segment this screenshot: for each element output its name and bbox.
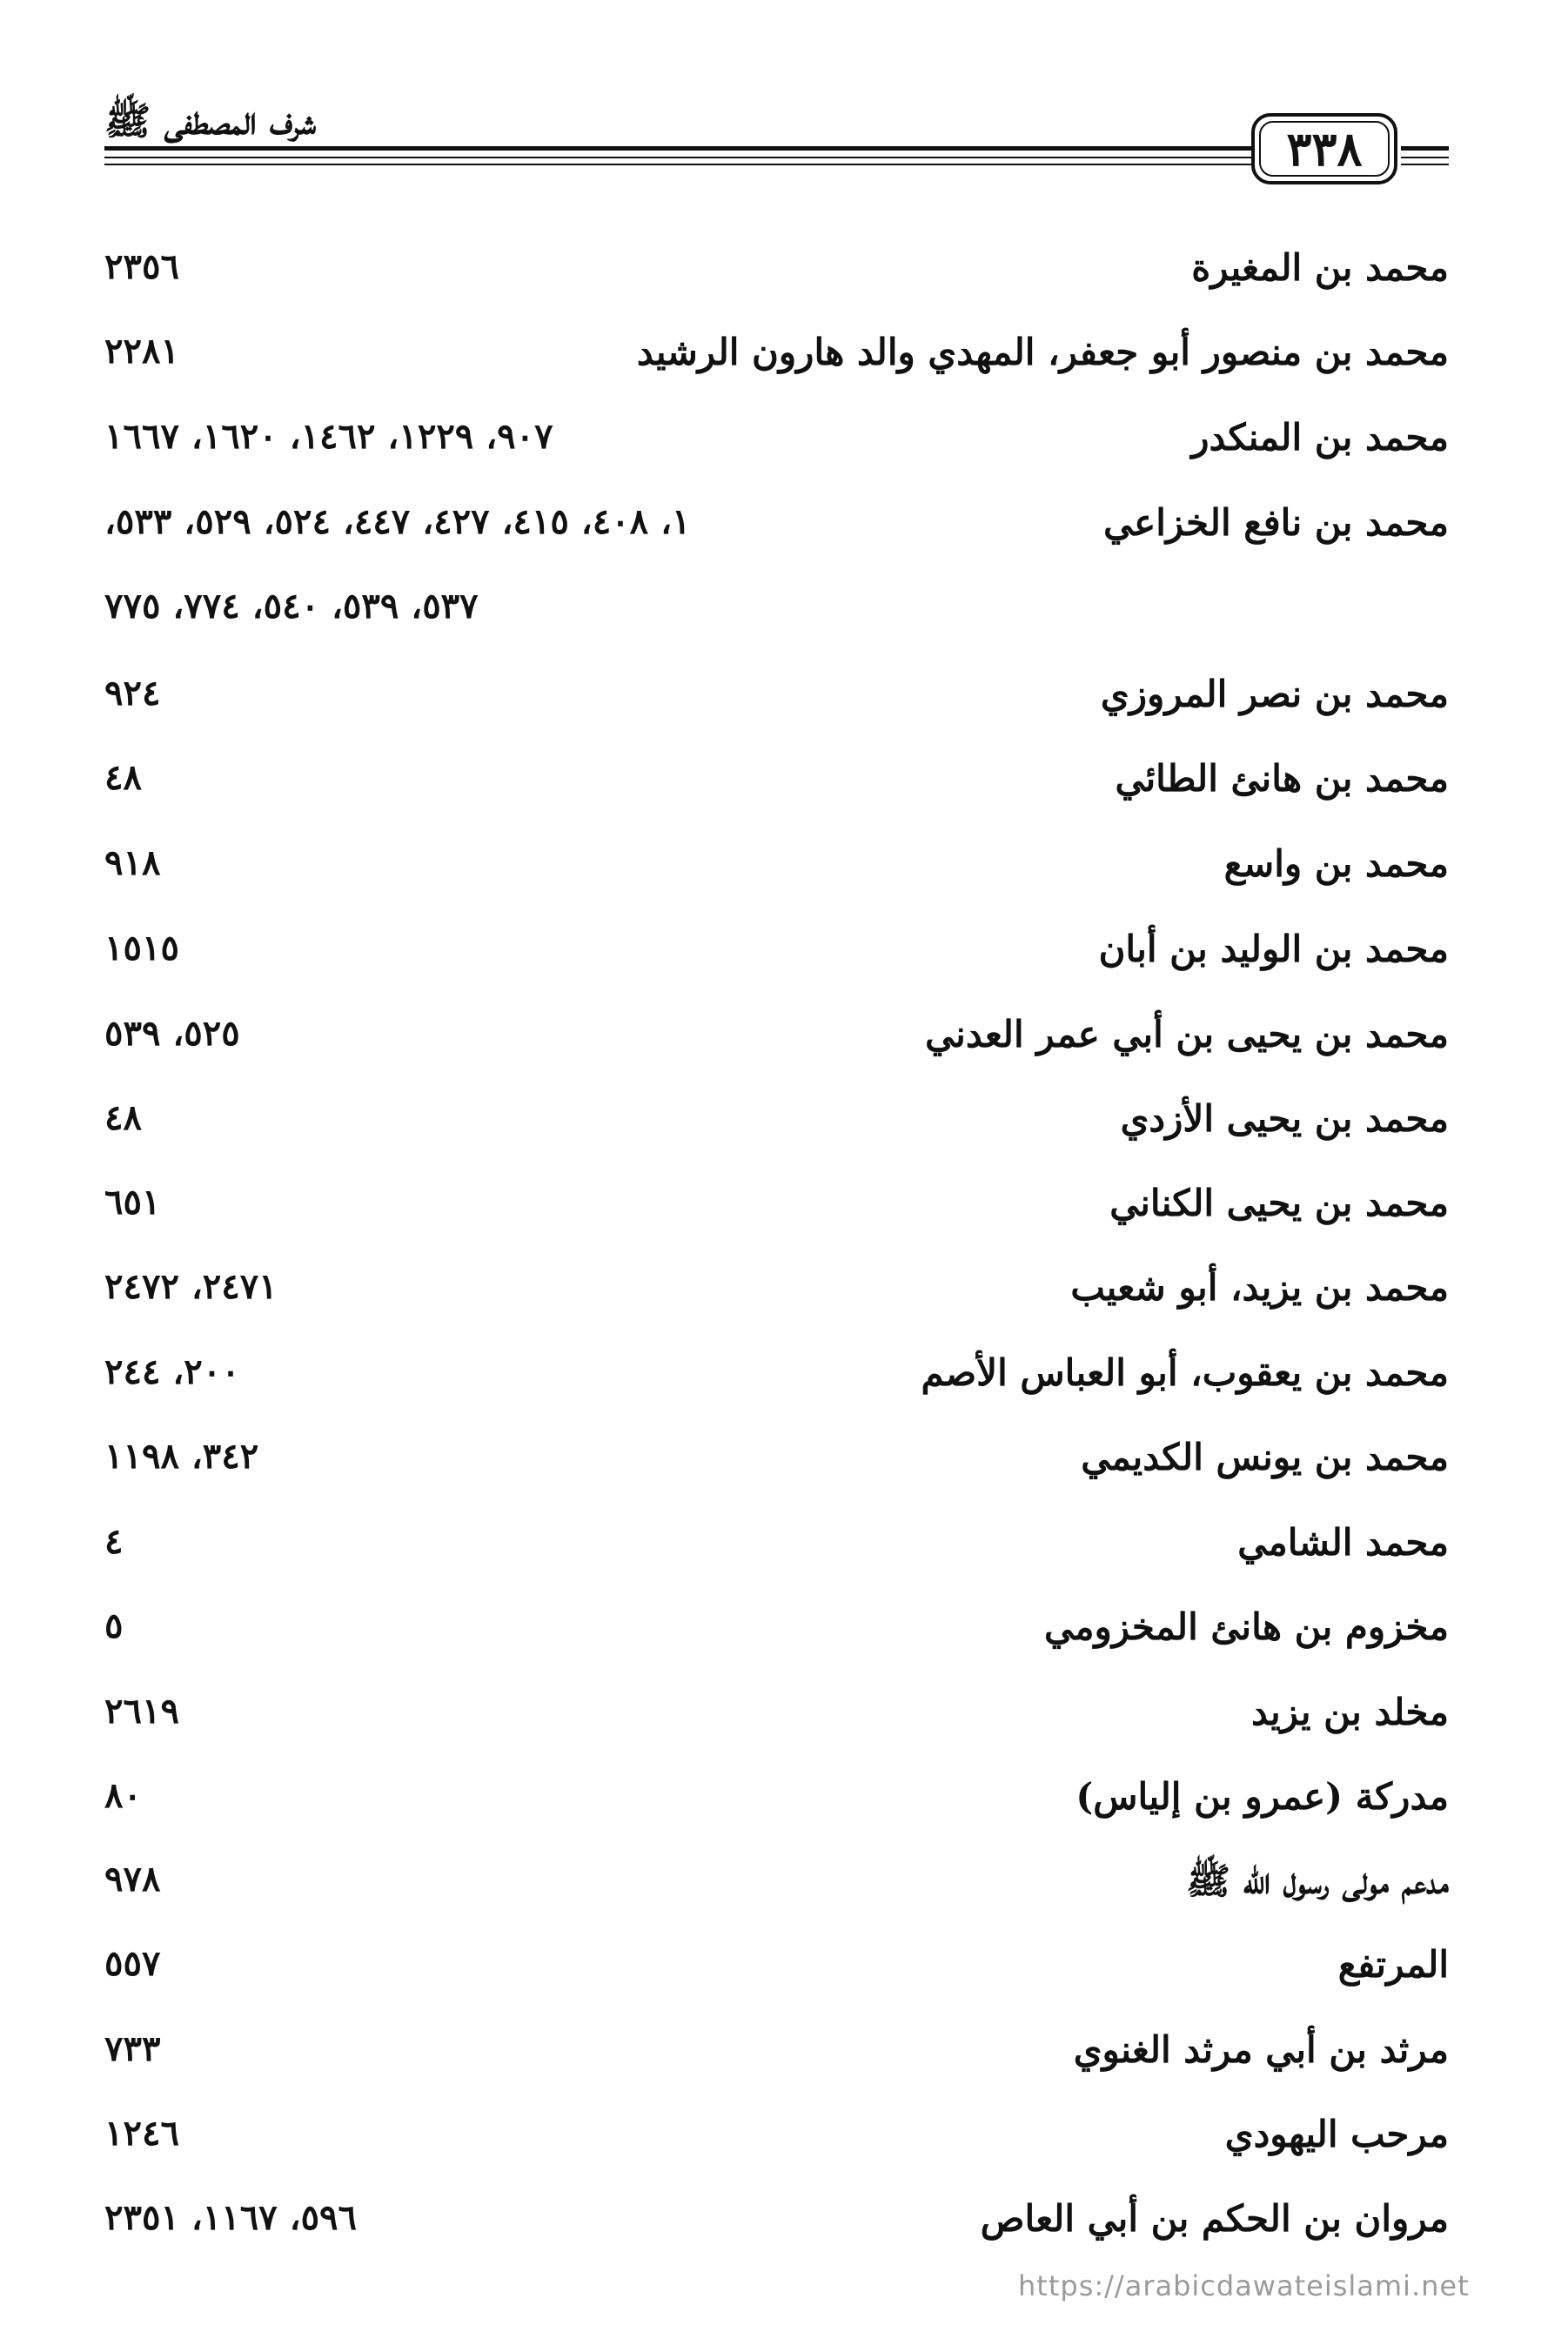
index-entry xyxy=(104,666,1449,735)
index-entry xyxy=(104,2021,1449,2091)
entry-pages: ١٥١٥ xyxy=(104,928,179,968)
index-entry xyxy=(104,2190,1449,2260)
entry-pages: ٢٢٨١ xyxy=(104,331,179,372)
entry-name: محمد بن يحيى بن أبي عمر العدني xyxy=(925,1013,1449,1055)
entry-pages: ١٢٤٦ xyxy=(104,2113,179,2154)
entry-name: مرحب اليهودي xyxy=(1224,2113,1449,2155)
entry-name: مخلد بن يزيد xyxy=(1250,1691,1449,1733)
index-entry xyxy=(104,1175,1449,1244)
index-entry xyxy=(104,1852,1449,1921)
entry-name: محمد بن نافع الخزاعي xyxy=(1103,501,1449,544)
entry-pages: ٨٠ xyxy=(104,1775,142,1816)
entry-name: مروان بن الحكم بن أبي العاص xyxy=(980,2197,1449,2240)
entry-name: محمد بن المنكدر xyxy=(1191,416,1449,459)
entry-name: محمد بن نصر المروزي xyxy=(1100,673,1449,715)
page-number: ٣٣٨ xyxy=(1259,121,1390,177)
index-entry xyxy=(104,1514,1449,1584)
index-entry xyxy=(104,409,1449,479)
index-entry xyxy=(104,835,1449,905)
entry-pages: ٤ xyxy=(104,1521,124,1562)
entry-pages: ٥٣٧، ٥٣٩، ٥٤٠، ٧٧٤، ٧٧٥ xyxy=(104,586,479,627)
index-entry xyxy=(104,1006,1449,1076)
entry-pages: ٩١٨ xyxy=(104,842,161,883)
entry-pages: ٥ xyxy=(104,1605,124,1646)
index-entry xyxy=(104,1259,1449,1329)
entry-pages: ٤٨ xyxy=(104,757,142,798)
index-entry xyxy=(104,239,1449,309)
entry-name: محمد بن هانئ الطائي xyxy=(1115,757,1449,800)
index-entry xyxy=(104,1768,1449,1838)
watermark-url: https://arabicdawateislami.net xyxy=(1018,2269,1470,2302)
entry-pages: ٩٠٧، ١٢٢٩، ١٤٦٢، ١٦٢٠، ١٦٦٧ xyxy=(104,416,553,457)
entry-name: محمد الشامي xyxy=(1237,1521,1449,1564)
index-entry xyxy=(104,750,1449,820)
index-entry xyxy=(104,2106,1449,2175)
index-entry-continuation xyxy=(104,579,1449,648)
entry-name: محمد بن واسع xyxy=(1223,842,1449,885)
index-entry xyxy=(104,324,1449,393)
entry-name: محمد بن يزيد، أبو شعيب xyxy=(1070,1266,1449,1309)
entry-pages: ٢٣٥٦ xyxy=(104,246,179,287)
index-entry xyxy=(104,1429,1449,1498)
entry-pages: ٦٥١ xyxy=(104,1182,161,1223)
running-title: شرف المصطفى ﷺ xyxy=(104,99,317,144)
entry-name: محمد بن منصور أبو جعفر، المهدي والد هارون الرشيد xyxy=(636,331,1449,373)
entry-name: محمد بن يحيى الأزدي xyxy=(1120,1097,1449,1140)
entry-pages: ٥٢٥، ٥٣٩ xyxy=(104,1013,240,1054)
entry-pages: ٩٢٤ xyxy=(104,673,161,714)
entry-pages: ٤٨ xyxy=(104,1097,142,1138)
entry-pages: ٧٣٣ xyxy=(104,2028,161,2069)
index-entry xyxy=(104,1598,1449,1668)
entry-pages: ٢٠٠، ٢٤٤ xyxy=(104,1351,240,1392)
entry-name: مدعم مولى رسول الله ﷺ xyxy=(1186,1860,1449,1902)
index-entry xyxy=(104,1090,1449,1160)
entry-name: مخزوم بن هانئ المخزومي xyxy=(1043,1605,1449,1648)
index-entry xyxy=(104,921,1449,990)
entry-pages: ٢٤٧١، ٢٤٧٢ xyxy=(104,1266,278,1307)
index-entry xyxy=(104,1684,1449,1753)
entry-pages: ٣٤٢، ١١٩٨ xyxy=(104,1436,259,1477)
entry-pages: ٥٥٧ xyxy=(104,1943,161,1984)
entry-name: المرتفع xyxy=(1337,1943,1449,1986)
entry-name: محمد بن المغيرة xyxy=(1191,246,1449,289)
entry-name: محمد بن يعقوب، أبو العباس الأصم xyxy=(921,1351,1449,1394)
entry-name: مدركة (عمرو بن إلياس) xyxy=(1075,1775,1449,1818)
index-entry xyxy=(104,1344,1449,1414)
entry-name: محمد بن الوليد بن أبان xyxy=(1098,928,1449,970)
entry-pages: ٥٩٦، ١١٦٧، ٢٣٥١ xyxy=(104,2197,358,2238)
index-entry xyxy=(104,494,1449,564)
entry-pages: ٢٦١٩ xyxy=(104,1691,179,1732)
index-entry xyxy=(104,1936,1449,2006)
entry-name: مرثد بن أبي مرثد الغنوي xyxy=(1073,2028,1449,2071)
entry-pages: ١، ٤٠٨، ٤١٥، ٤٢٧، ٤٤٧، ٥٢٤، ٥٢٩، ٥٣٣، xyxy=(104,501,691,542)
entry-name: محمد بن يحيى الكناني xyxy=(1109,1182,1449,1224)
entry-name: محمد بن يونس الكديمي xyxy=(1081,1436,1449,1478)
entry-pages: ٩٧٨ xyxy=(104,1859,161,1900)
